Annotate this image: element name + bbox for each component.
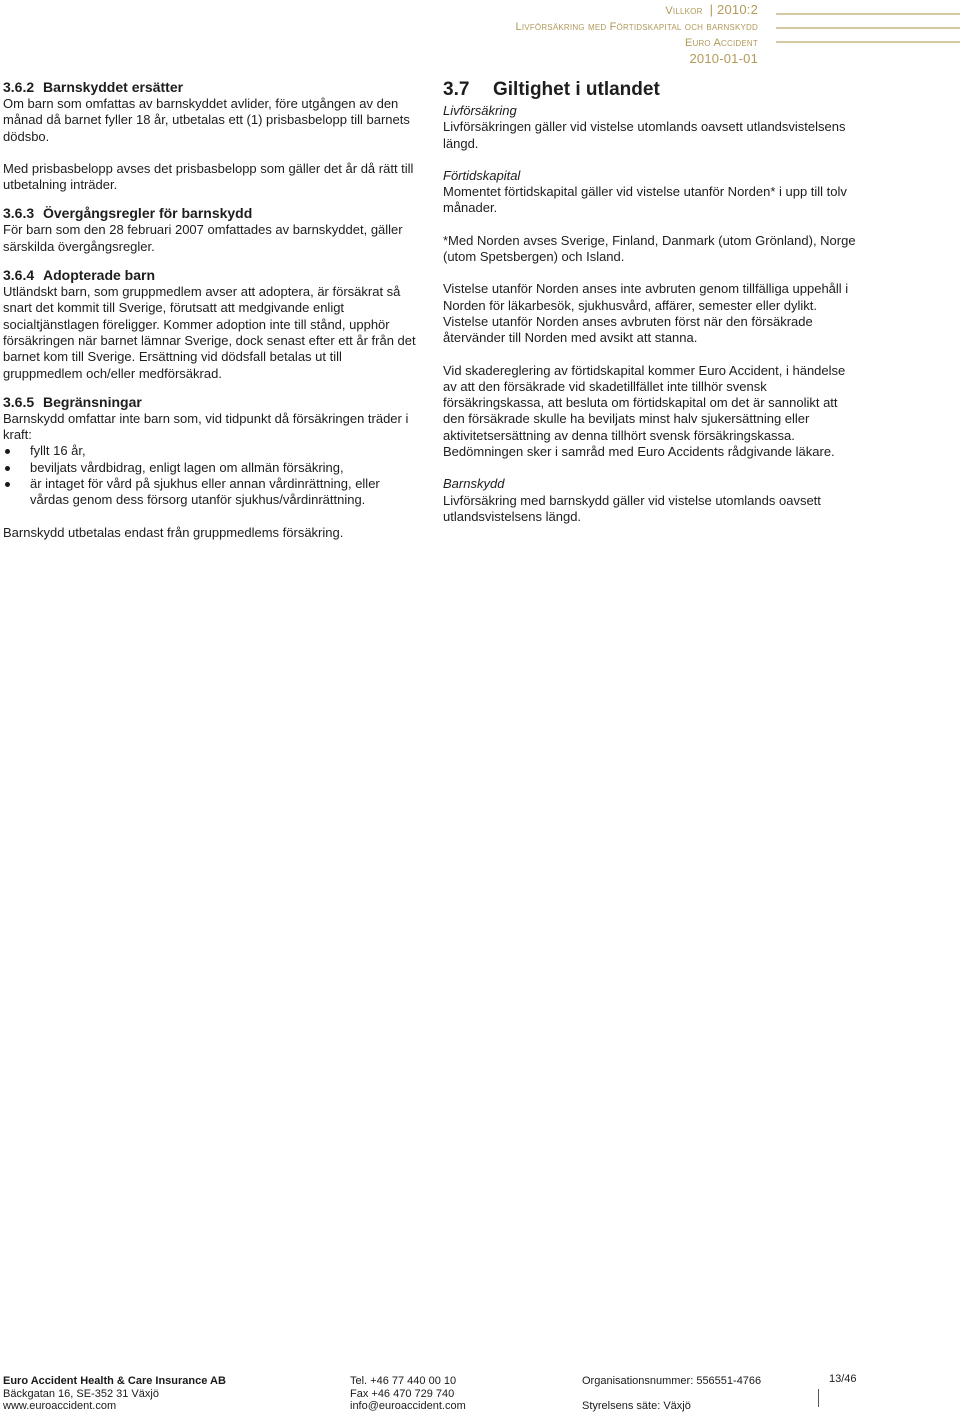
header-rule-3 [776, 41, 960, 43]
footer-tel: Tel. +46 77 440 00 10 [350, 1375, 457, 1387]
footer-fax: Fax +46 470 729 740 [350, 1387, 455, 1400]
header-doc-line: Villkor | 2010:2 [665, 2, 758, 17]
header-product: Livförsäkring med Förtidskapital och barnskydd [515, 21, 758, 33]
paragraph: *Med Norden avses Sverige, Finland, Danmark (utom Grönland), Norge (utom Spetsbergen) och Island. [443, 232, 856, 265]
paragraph: Livförsäkringen gäller vid vistelse utomlands oavsett utlandsvistelsens längd. [443, 119, 846, 151]
section-heading-3-6-2: 3.6.2 Barnskyddet ersätter [3, 79, 184, 95]
bullet-list [3, 443, 421, 508]
header-date: 2010-01-01 [689, 51, 758, 66]
footer-org-number: Organisationsnummer: 556551-4766 [582, 1375, 762, 1387]
footer-org-block [582, 1375, 761, 1413]
subheading: Livförsäkring [443, 103, 517, 118]
subheading: Förtidskapital [443, 167, 521, 183]
header-rule-2 [776, 27, 960, 29]
header-rule-1 [776, 13, 960, 15]
paragraph: Barnskydd omfattar inte barn som, vid tidpunkt då försäkringen träder i kraft: [3, 410, 409, 443]
right-column [443, 79, 861, 525]
paragraph: Med prisbasbelopp avses det prisbasbelopp som gäller det år då rätt till utbetalning inträder. [3, 160, 414, 193]
paragraph: Barnskydd utbetalas endast från gruppmedlems försäkring. [3, 524, 344, 540]
footer-company-name: Euro Accident Health & Care Insurance AB [3, 1375, 226, 1387]
list-item: fyllt 16 år, [3, 443, 421, 459]
header-doc-type: Villkor [665, 5, 703, 17]
footer-seat: Styrelsens säte: Växjö [582, 1400, 691, 1412]
list-item: är intaget för vård på sjukhus eller annan vårdinrättning, eller vårdas genom dess försorg utanför sjukhus/vårdinrättning. [3, 476, 421, 509]
page-number: 13/46 [829, 1373, 857, 1385]
section-heading-3-6-5: 3.6.5 Begränsningar [3, 393, 142, 410]
footer-web-link[interactable]: www.euroaccident.com [3, 1400, 117, 1412]
footer-address: Bäckgatan 16, SE-352 31 Växjö [3, 1387, 159, 1400]
footer-contact-block [350, 1375, 466, 1413]
list-item: beviljats vårdbidrag, enligt lagen om allmän försäkring, [3, 460, 421, 476]
paragraph: Utländskt barn, som gruppmedlem avser att adoptera, är försäkrat så snart det kommit till Sverige, förutsatt att medgivande enligt socialtjänstlagen föreligger. Kommer adoption inte till stånd, upphör försäkringen när barnet lämnar Sverige, dock senast efter ett år från det barnet kom till Sverige. Ersättning vid dödsfall betalas ut till gruppmedlem och/eller medförsäkrad. [3, 284, 416, 381]
page-number-rule [818, 1389, 819, 1407]
bullet-icon [5, 449, 10, 454]
left-column [3, 79, 421, 541]
footer-company-block [3, 1375, 226, 1413]
paragraph: För barn som den 28 februari 2007 omfattades av barnskyddet, gäller särskilda övergångsregler. [3, 222, 403, 254]
header-doc-version: 2010:2 [717, 2, 758, 17]
paragraph: Vid skadereglering av förtidskapital kommer Euro Accident, i händelse av att den försäkrade vid skadetillfället inte tillhör svensk försäkringskassa, att besluta om förtidskapital om det är sannolikt att den försäkrade skulle ha beviljats minst halv sjukersättning eller aktivitetsersättning av denna tillhört svensk försäkringskassa. Bedömningen sker i samråd med Euro Accidents rådgivande läkare. [443, 362, 846, 460]
paragraph: Livförsäkring med barnskydd gäller vid vistelse utomlands oavsett utlandsvistelsens längd. [443, 492, 821, 524]
section-heading-3-6-3: 3.6.3 Övergångsregler för barnskydd [3, 205, 253, 222]
header-company: Euro Accident [684, 37, 758, 49]
paragraph: Vistelse utanför Norden anses inte avbruten genom tillfälliga uppehåll i Norden för läkarbesök, sjukhusvård, affärer, semester eller dylikt. Vistelse utanför Norden anses avbruten först när den försäkrade återvänder till Norden med avsikt att stanna. [443, 281, 849, 346]
paragraph: Momentet förtidskapital gäller vid vistelse utanför Norden* i upp till tolv månader. [443, 184, 847, 216]
bullet-icon [5, 482, 10, 487]
paragraph: Om barn som omfattas av barnskyddet avlider, före utgången av den månad då barnet fyller 18 år, utbetalas ett (1) prisbasbelopp till barnets dödsbo. [3, 96, 410, 144]
section-heading-3-7: 3.7 Giltighet i utlandet [443, 79, 660, 100]
bullet-icon [5, 466, 10, 471]
subheading: Barnskydd [443, 476, 505, 492]
header-block [516, 2, 758, 67]
section-heading-3-6-4: 3.6.4 Adopterade barn [3, 267, 156, 284]
footer-email-link[interactable]: info@euroaccident.com [350, 1400, 466, 1412]
